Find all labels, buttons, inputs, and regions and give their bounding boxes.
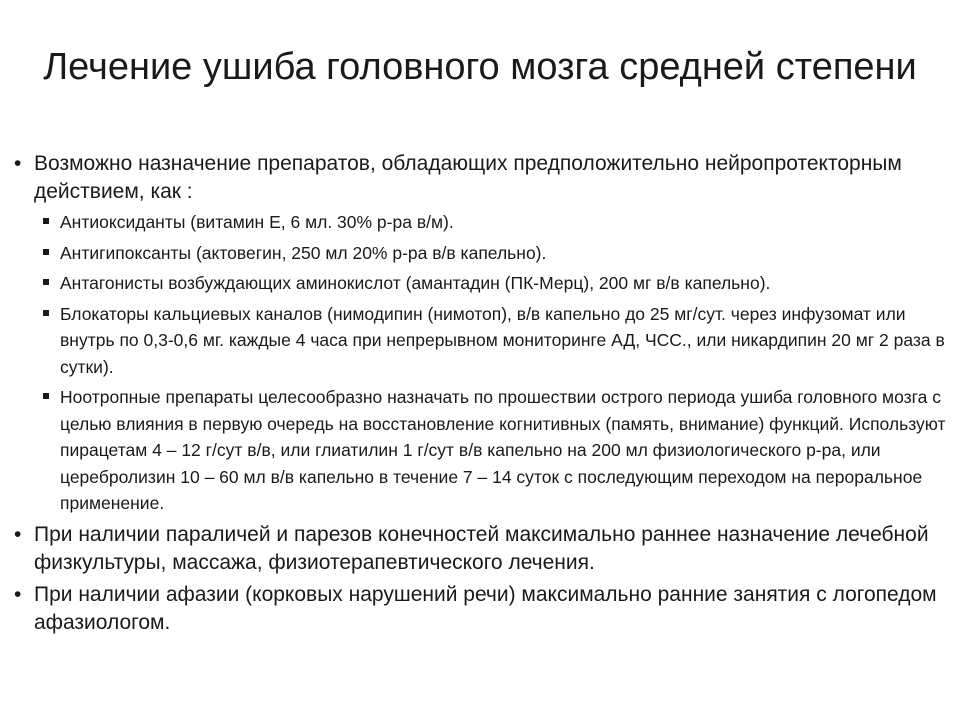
bullet-dot-icon: •	[14, 522, 22, 546]
bullet-item-neuroprotectors	[14, 150, 949, 517]
sub-item-text: Ноотропные препараты целесообразно назначать по прошествии острого периода ушиба головного мозга с целью влияния в первую очередь на восстановление когнитивных (память, внимание) функций. Используют пирацетам 4 – 12 г/сут в/в, или глиатилин 1 г/сут в/в капельно на 200 мл физиологического р-ра, или церебролизин 10 – 60 мл в/в капельно в течение 7 – 14 суток с последующим переходом на пероральное применение.	[60, 387, 946, 513]
sub-item-text: Антагонисты возбуждающих аминокислот (амантадин (ПК-Мерц), 200 мг в/в капельно).	[60, 273, 771, 293]
sub-item-text: Антиоксиданты (витамин Е, 6 мл. 30% р-ра в/м).	[60, 212, 454, 232]
bullet-dot-icon: •	[14, 152, 22, 175]
bullet-item-aphasia	[14, 581, 949, 637]
bullet-text: При наличии параличей и парезов конечностей максимально раннее назначение лечебной физкультуры, массажа, физиотерапевтического лечения.	[34, 522, 929, 574]
square-bullet-icon	[43, 249, 49, 255]
sub-item-text: Блокаторы кальциевых каналов (нимодипин (нимотоп), в/в капельно до 25 мг/сут. через инфузомат или внутрь по 0,3-0,6 мг. каждые 4 часа при непрерывном мониторинге АД, ЧСС., или никардипин 20 мг 2 раза в сутки).	[60, 303, 945, 377]
slide-title: Лечение ушиба головного мозга средней степени	[43, 46, 917, 88]
main-bullet-list	[14, 150, 949, 637]
sub-item-antihypoxants	[34, 240, 949, 267]
sub-item-amino-acid-antagonists	[34, 270, 949, 297]
slide-content	[14, 150, 949, 641]
sub-item-antioxidants	[34, 209, 949, 236]
bullet-item-paralysis	[14, 521, 949, 577]
square-bullet-icon	[43, 310, 49, 316]
bullet-text: При наличии афазии (корковых нарушений речи) максимально ранние занятия с логопедом афазиологом.	[34, 582, 937, 634]
sub-item-calcium-channel-blockers	[34, 301, 949, 381]
sub-item-nootropics	[34, 384, 949, 517]
bullet-text: Возможно назначение препаратов, обладающих предположительно нейропротекторным действием, как :	[34, 152, 902, 203]
square-bullet-icon	[43, 393, 49, 399]
sub-item-text: Антигипоксанты (актовегин, 250 мл 20% р-ра в/в капельно).	[60, 242, 547, 263]
sub-bullet-list	[34, 209, 949, 517]
bullet-dot-icon: •	[14, 582, 22, 606]
square-bullet-icon	[43, 218, 49, 224]
square-bullet-icon	[43, 279, 49, 285]
